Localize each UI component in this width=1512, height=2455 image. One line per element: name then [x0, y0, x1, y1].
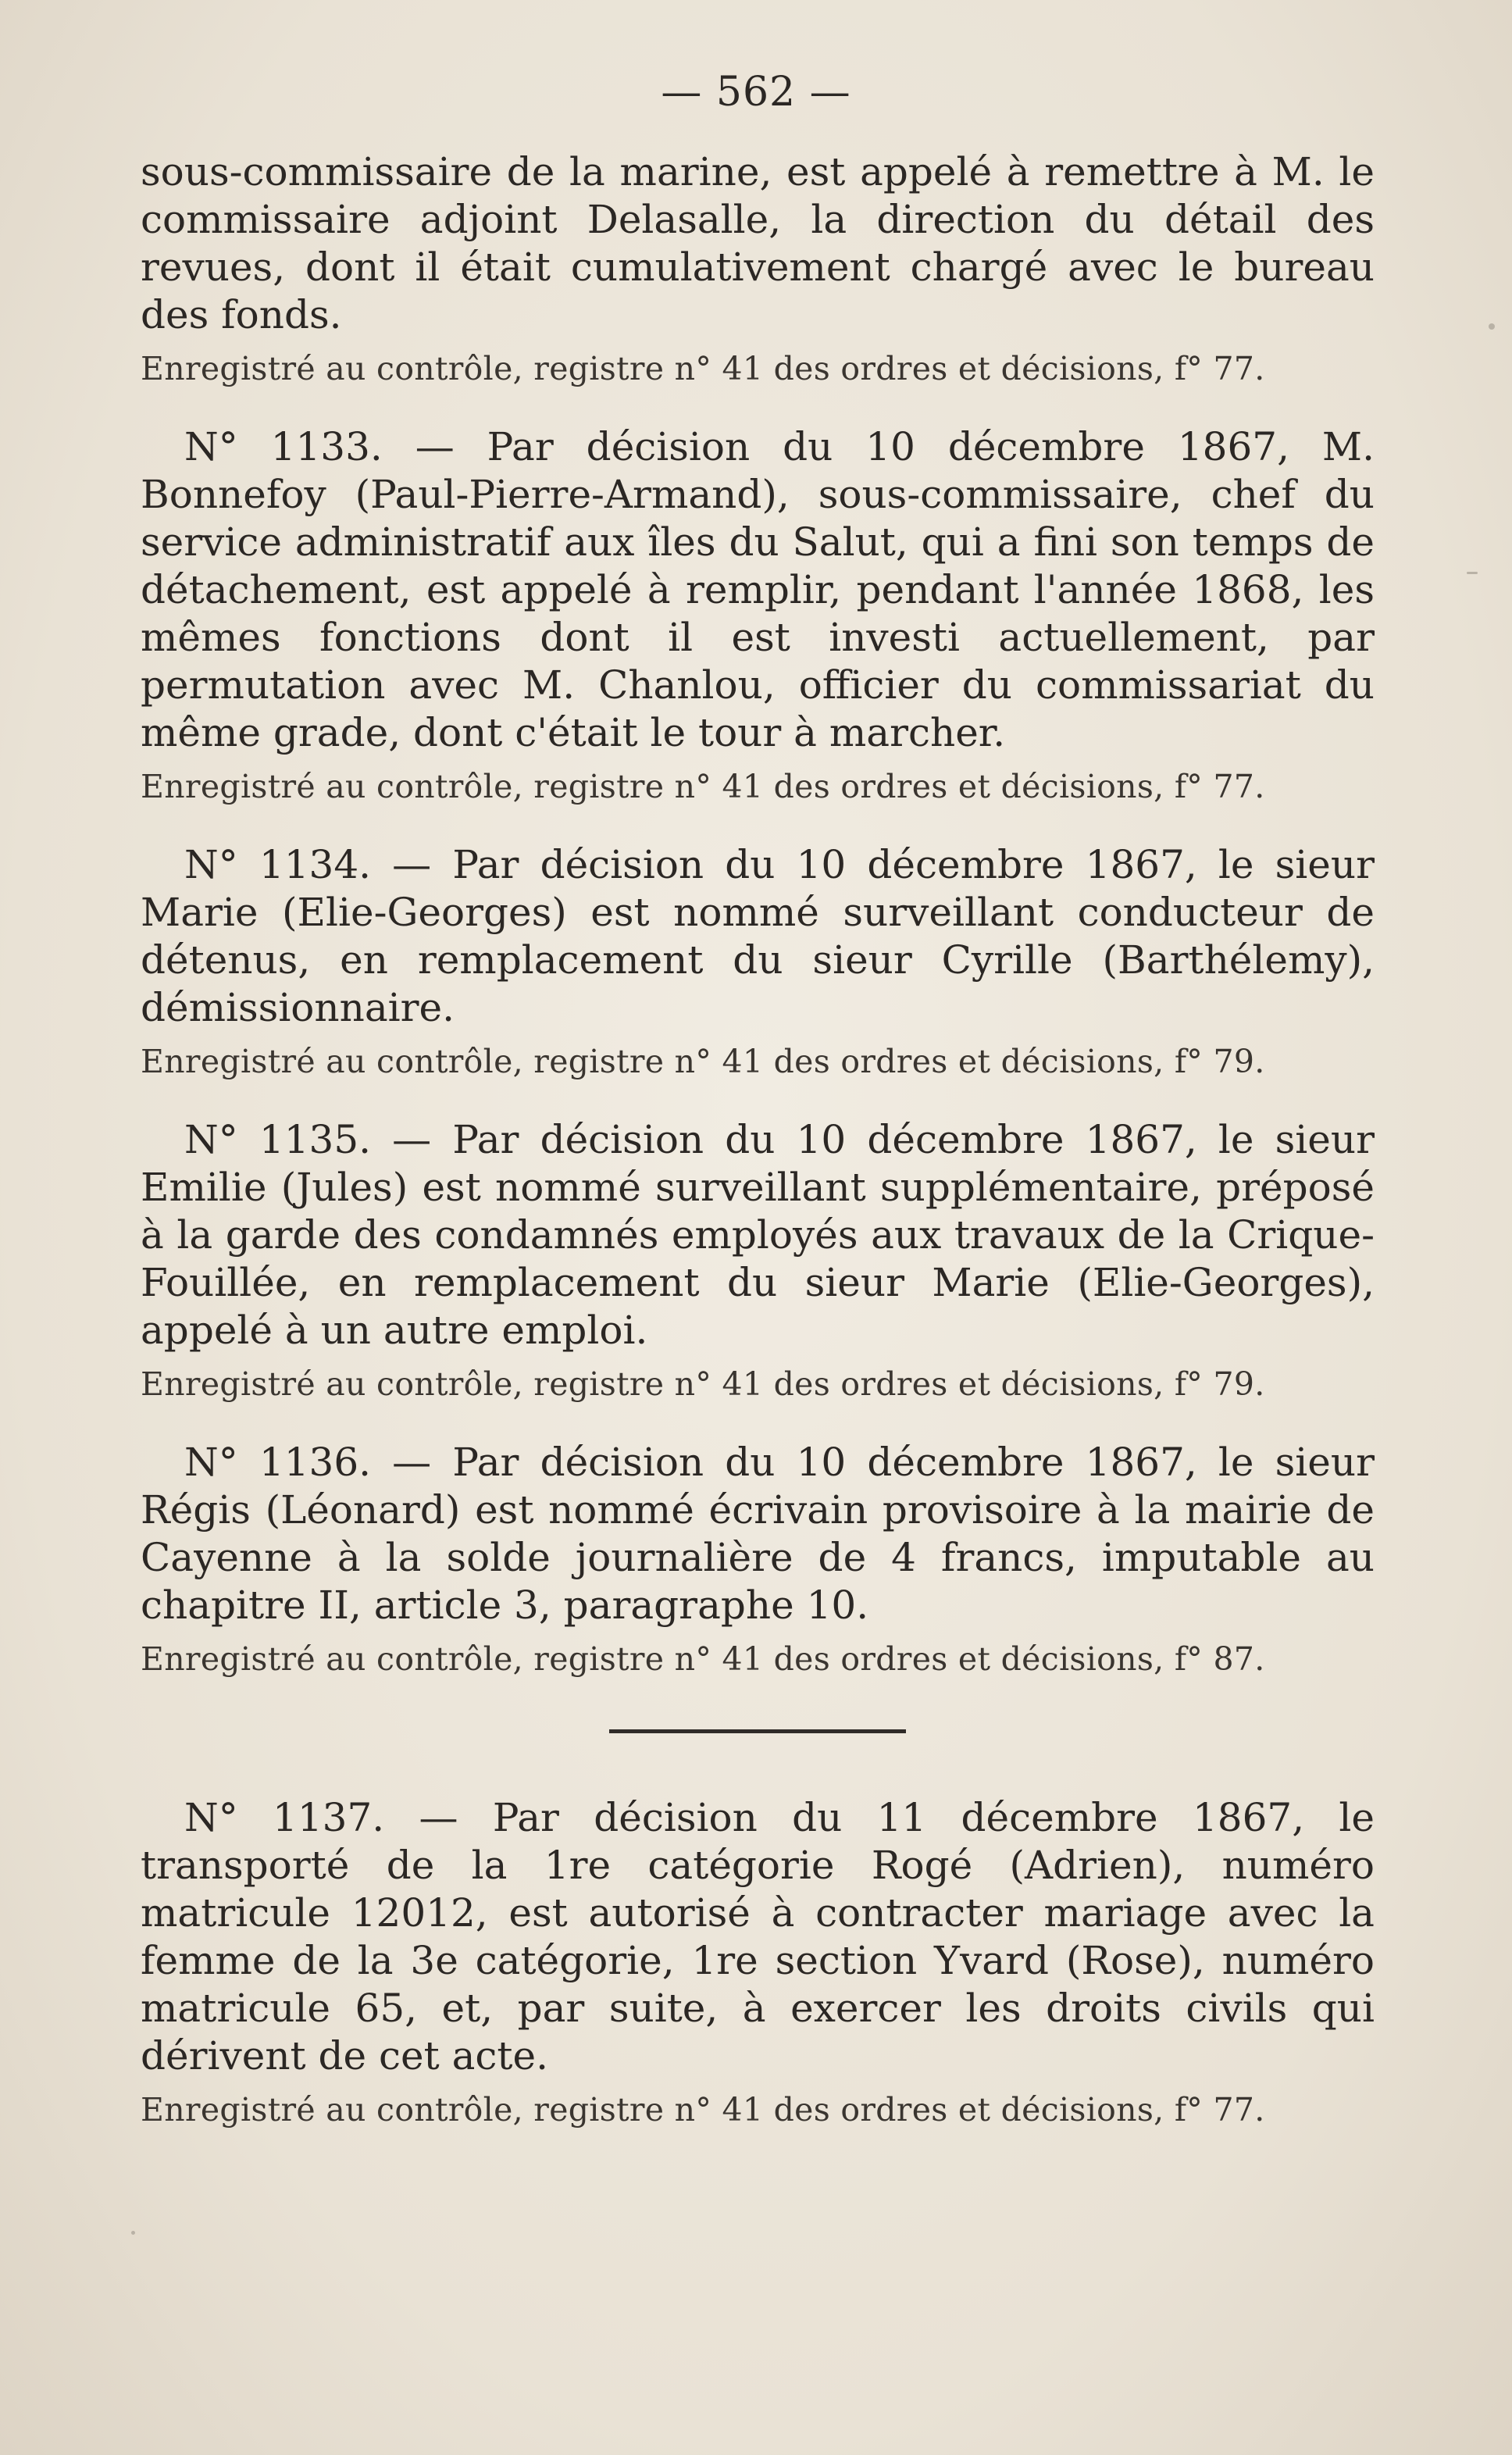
registration-note: Enregistré au contrôle, registre n° 41 des ordres et décisions, f° 77.: [141, 768, 1265, 805]
decision-text: N° 1133. — Par décision du 10 décembre 1867, M. Bonnefoy (Paul-Pierre-Armand), sous-commissaire, chef du service administratif aux îles du Salut, qui a fini son temps de détachement, est appelé à remplir, pendant l'année 1868, les mêmes fonctions dont il est investi actuellement, par permutation avec M. Chanlou, officier du commissariat du même grade, dont c'était le tour à marcher.: [141, 424, 1375, 755]
decision-text: N° 1135. — Par décision du 10 décembre 1867, le sieur Emilie (Jules) est nommé surveillant supplémentaire, préposé à la garde des condamnés employés aux travaux de la Crique-Fouillée, en remplacement du sieur Marie (Elie-Georges), appelé à un autre emploi.: [141, 1117, 1375, 1353]
decision-text: N° 1134. — Par décision du 10 décembre 1867, le sieur Marie (Elie-Georges) est nommé surveillant conducteur de détenus, en remplacement du sieur Cyrille (Barthélemy), démissionnaire.: [141, 842, 1375, 1030]
decision-text: N° 1136. — Par décision du 10 décembre 1867, le sieur Régis (Léonard) est nommé écrivain provisoire à la mairie de Cayenne à la solde journalière de 4 francs, imputable au chapitre II, article 3, paragraphe 10.: [141, 1440, 1375, 1628]
section-divider: [609, 1729, 906, 1733]
text-column: [141, 148, 1375, 2130]
paper-speck: [1489, 323, 1495, 330]
page-number: — 562 —: [661, 69, 851, 116]
intro-text: sous-commissaire de la marine, est appelé à remettre à M. le commissaire adjoint Delasalle, la direction du détail des revues, dont il était cumulativement chargé avec le bureau des fonds.: [141, 149, 1375, 337]
decision-entry-1136: [141, 1439, 1375, 1679]
registration-note: Enregistré au contrôle, registre n° 41 des ordres et décisions, f° 77.: [141, 2091, 1265, 2128]
decision-entry-1135: [141, 1116, 1375, 1404]
registration-note: Enregistré au contrôle, registre n° 41 des ordres et décisions, f° 87.: [141, 1640, 1265, 1678]
decision-entry-1137: [141, 1794, 1375, 2130]
registration-note: Enregistré au contrôle, registre n° 41 des ordres et décisions, f° 79.: [141, 1043, 1265, 1080]
intro-paragraph: [141, 148, 1375, 389]
registration-note: Enregistré au contrôle, registre n° 41 des ordres et décisions, f° 79.: [141, 1365, 1265, 1403]
paper-speck: [1467, 572, 1478, 574]
decision-entry-1134: [141, 841, 1375, 1082]
registration-note: Enregistré au contrôle, registre n° 41 des ordres et décisions, f° 77.: [141, 350, 1265, 387]
decision-text: N° 1137. — Par décision du 11 décembre 1867, le transporté de la 1re catégorie Rogé (Adrien), numéro matricule 12012, est autorisé à contracter mariage avec la femme de la 3e catégorie, 1re section Yvard (Rose), numéro matricule 65, et, par suite, à exercer les droits civils qui dérivent de cet acte.: [141, 1795, 1375, 2079]
paper-speck: [131, 2231, 135, 2235]
decision-entry-1133: [141, 423, 1375, 807]
